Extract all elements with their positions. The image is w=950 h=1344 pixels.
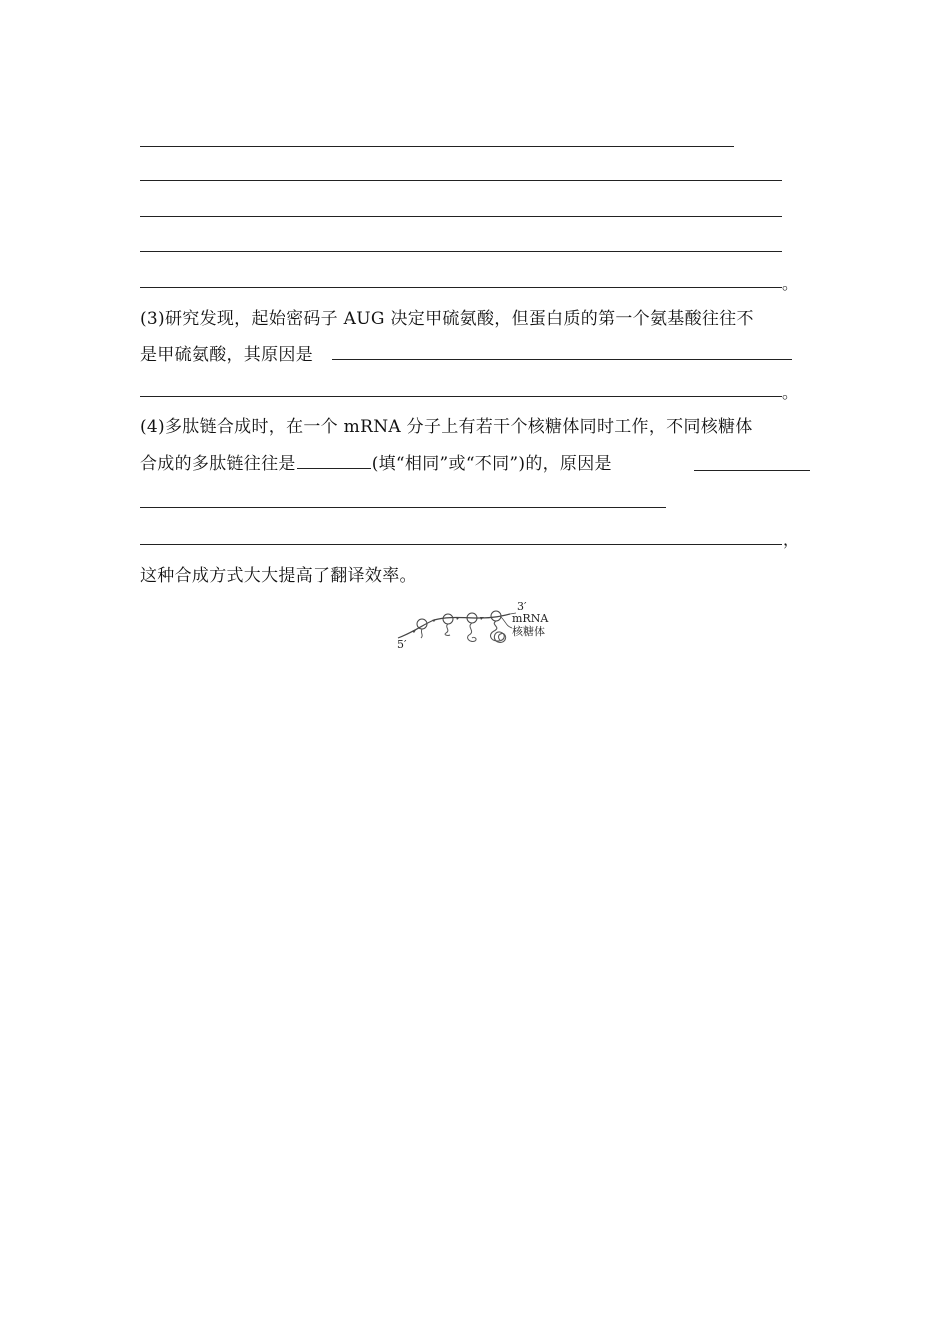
label-pointer-ribosome xyxy=(501,617,512,628)
question4-text-line1: (4)多肽链合成时，在一个 mRNA 分子上有若干个核糖体同时工作，不同核糖体 xyxy=(140,417,753,437)
label-mrna: mRNA xyxy=(512,612,549,625)
answer-line[interactable] xyxy=(140,146,734,147)
label-ribosome: 核糖体 xyxy=(512,625,545,638)
arrow-icon xyxy=(456,617,460,620)
polypeptide-2 xyxy=(445,624,450,635)
answer-line[interactable] xyxy=(332,359,792,360)
question3-prefix: 是甲硫氨酸，其原因是 xyxy=(140,345,313,365)
answer-line[interactable] xyxy=(140,216,782,217)
label-5prime: 5′ xyxy=(397,638,407,651)
question2-end-punct: 。 xyxy=(782,274,799,293)
answer-line[interactable] xyxy=(140,544,782,545)
answer-line[interactable] xyxy=(694,470,810,471)
answer-line[interactable] xyxy=(140,251,782,252)
ribosome-2 xyxy=(443,614,453,624)
answer-line[interactable] xyxy=(140,396,782,397)
polyribosome-figure xyxy=(394,600,564,652)
question4-comma: ， xyxy=(783,530,800,549)
answer-line[interactable] xyxy=(140,180,782,181)
mrna-strand xyxy=(398,614,510,638)
fill-blank-same-different[interactable] xyxy=(297,467,371,469)
answer-line[interactable] xyxy=(140,507,666,508)
question3-text-line1: (3)研究发现，起始密码子 AUG 决定甲硫氨酸，但蛋白质的第一个氨基酸往往不 xyxy=(140,309,754,329)
question4-text-line5: 这种合成方式大大提高了翻译效率。 xyxy=(140,566,417,586)
question4-text-line2 xyxy=(140,453,612,475)
polypeptide-1 xyxy=(421,629,422,638)
question4-middle: (填“相同”或“不同”)的，原因是 xyxy=(371,454,612,474)
label-3prime: 3′ xyxy=(517,600,527,613)
polypeptide-3 xyxy=(468,623,477,641)
answer-line[interactable] xyxy=(140,287,782,288)
question3-text-line2 xyxy=(140,344,313,366)
question4-prefix: 合成的多肽链往往是 xyxy=(140,454,296,474)
polypeptide-4 xyxy=(491,621,506,642)
question3-end-punct: 。 xyxy=(782,383,799,402)
polyribosome-diagram xyxy=(394,600,564,652)
